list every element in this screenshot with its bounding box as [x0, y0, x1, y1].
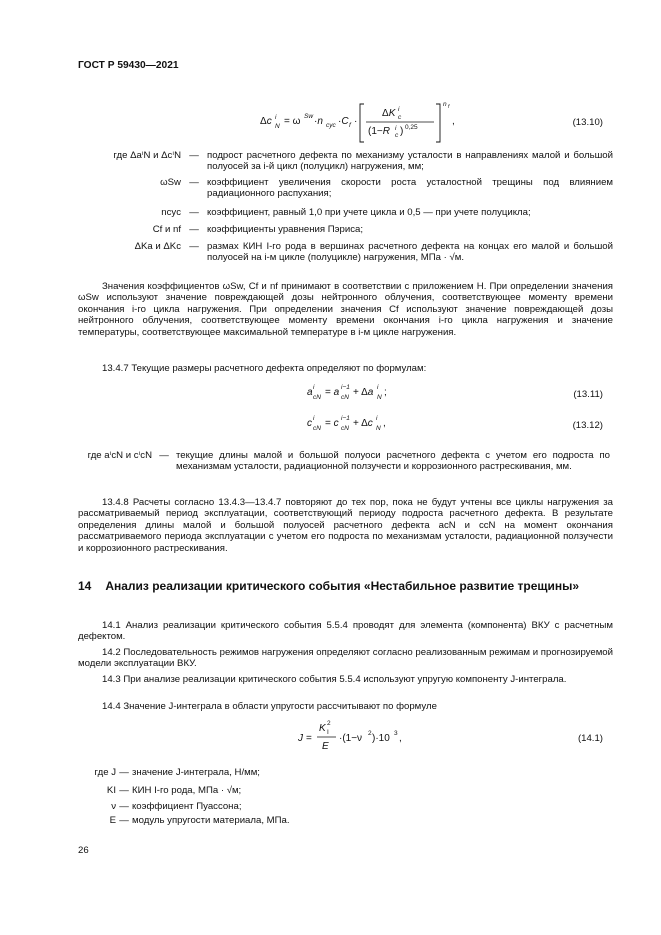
equation-13-12-number: (13.12): [572, 420, 603, 431]
svg-text:= c: = c: [325, 418, 339, 429]
svg-text:i: i: [395, 125, 397, 132]
svg-text:0,25: 0,25: [405, 124, 418, 131]
paragraph-14-1: 14.1 Анализ реализации критического события 5.5.4 проводят для элемента (компонента) ВКУ с расчетным дефектом.: [78, 620, 613, 643]
svg-text:ΔK: ΔK: [382, 108, 396, 119]
definition-term: KI: [106, 785, 116, 796]
paragraph-13-4-8: 13.4.8 Расчеты согласно 13.4.3—13.4.7 повторяют до тех пор, пока не будут учтены все циклы нагружения за рассматриваемый период эксплуатации, соответствующий периоду подроста расчетного дефекта. В результате определения длины малой и большой полуосей расчетного дефекта acN и ccN на момент окончания рассматриваемого периода эксплуатации с учетом его подроста по механизмам усталости, радиационной ползучести и коррозионного растрескивания.: [78, 497, 613, 554]
section-14-heading: [78, 579, 618, 594]
definition-term: где J: [94, 767, 116, 778]
definition-term: ωSw: [160, 177, 181, 188]
definition-term: E: [109, 815, 116, 826]
svg-text:N: N: [275, 123, 280, 130]
section-title: Анализ реализации критического события «Нестабильное развитие трещины»: [105, 579, 580, 593]
equation-13-10-number: (13.10): [572, 117, 603, 128]
equation-14-1-formula: [296, 716, 416, 758]
svg-text:;: ;: [384, 387, 387, 398]
svg-text:c: c: [395, 132, 399, 139]
svg-text:(1−R: (1−R: [368, 126, 390, 137]
definition-dash: —: [189, 207, 199, 218]
svg-text:= a: = a: [325, 387, 340, 398]
definition-text: подрост расчетного дефекта по механизму усталости в направлениях малой и большой полуосей за i-й цикл (полуцикл) нагружения, мм;: [207, 150, 613, 173]
equation-13-11-number: (13.11): [573, 389, 603, 400]
svg-text:i: i: [313, 384, 315, 391]
svg-text:cN: cN: [313, 425, 321, 432]
svg-text:)·10: )·10: [372, 733, 390, 744]
definition-dash: —: [119, 801, 129, 812]
svg-text:N: N: [376, 425, 381, 432]
definition-row: [78, 241, 618, 264]
svg-text:cyc: cyc: [326, 122, 336, 129]
svg-text:E: E: [322, 741, 329, 752]
paragraph-14-2: 14.2 Последовательность режимов нагружения определяют согласно реализованным режимам и прогнозируемой модели эксплуатации ВКУ.: [78, 647, 613, 670]
svg-text:Sw: Sw: [304, 113, 314, 120]
definition-term: ΔKa и ΔKc: [134, 241, 181, 252]
definition-dash: —: [119, 815, 129, 826]
definition-term: Cf и nf: [152, 224, 181, 235]
definition-row: [78, 450, 618, 473]
svg-text:cN: cN: [341, 394, 349, 401]
definition-row: [78, 815, 478, 826]
svg-text:i: i: [313, 415, 315, 422]
svg-text:K: K: [319, 723, 326, 734]
svg-text:=: =: [306, 733, 312, 744]
svg-text:·: ·: [354, 116, 358, 127]
definition-row: [78, 801, 478, 812]
svg-text:+ Δa: + Δa: [353, 387, 374, 398]
equation-13-12: [305, 411, 405, 435]
page-number: 26: [78, 845, 89, 856]
definition-text: коэффициент Пуассона;: [132, 801, 242, 812]
svg-text:i−1: i−1: [341, 415, 350, 422]
svg-text:n: n: [443, 101, 447, 108]
svg-text:·n: ·n: [314, 116, 323, 127]
equation-13-10: [258, 98, 458, 144]
definition-dash: —: [189, 177, 199, 188]
definition-dash: —: [159, 450, 169, 461]
definition-term: где ΔaⁱN и ΔcⁱN: [113, 150, 181, 161]
svg-text:J: J: [298, 733, 303, 744]
svg-text:·(1−ν: ·(1−ν: [339, 733, 363, 744]
svg-text:Δc: Δc: [260, 116, 272, 127]
svg-text:i: i: [398, 106, 400, 113]
svg-text:a: a: [307, 387, 313, 398]
svg-text:c: c: [398, 114, 402, 121]
definition-text: КИН I-го рода, МПа · √м;: [132, 785, 242, 796]
definition-text: коэффициент, равный 1,0 при учете цикла и 0,5 — при учете полуцикла;: [207, 207, 531, 218]
equation-14-1-number: (14.1): [577, 733, 603, 744]
definition-text: модуль упругости материала, МПа.: [132, 815, 290, 826]
definition-dash: —: [189, 150, 199, 161]
svg-text:cN: cN: [341, 425, 349, 432]
svg-text:i: i: [377, 384, 379, 391]
definition-row: [78, 224, 618, 235]
equation-13-11-formula: [305, 380, 405, 404]
definition-text: значение J-интеграла, Н/мм;: [132, 767, 260, 778]
svg-text:i: i: [275, 114, 277, 121]
definition-dash: —: [189, 224, 199, 235]
definition-dash: —: [119, 785, 129, 796]
svg-text:N: N: [377, 394, 382, 401]
definition-text: коэффициент увеличения скорости роста усталостной трещины под влиянием радиационного распухания;: [207, 177, 613, 200]
svg-text:f: f: [448, 104, 450, 110]
definition-row: [78, 207, 618, 218]
definition-dash: —: [189, 241, 199, 252]
definition-term: где aⁱcN и cⁱcN: [87, 450, 152, 461]
svg-text:·C: ·C: [338, 116, 349, 127]
definition-row: [78, 150, 618, 173]
document-header: ГОСТ Р 59430—2021: [78, 60, 179, 71]
svg-text:): ): [400, 126, 404, 137]
svg-text:2: 2: [368, 730, 372, 737]
definition-row: [78, 785, 478, 796]
svg-text:+ Δc: + Δc: [353, 418, 373, 429]
equation-13-11: [305, 380, 405, 404]
definition-term: ν: [111, 801, 116, 812]
svg-text:cN: cN: [313, 394, 321, 401]
definition-text: размах КИН I-го рода в вершинах расчетного дефекта на концах его малой и большой полуосей на i-м цикле (полуцикле) нагружения, МПа · √м.: [207, 241, 613, 264]
paragraph-13-4-7: 13.4.7 Текущие размеры расчетного дефекта определяют по формулам:: [102, 363, 427, 374]
definition-text: коэффициенты уравнения Пэриса;: [207, 224, 364, 235]
svg-text:2: 2: [327, 720, 331, 727]
equation-13-12-formula: [305, 411, 405, 435]
paragraph-14-3: 14.3 При анализе реализации критического события 5.5.4 используют упругую компоненту J-интеграла.: [102, 674, 567, 685]
svg-text:3: 3: [394, 730, 398, 737]
definition-row: [78, 767, 478, 778]
section-number: 14: [78, 579, 92, 593]
definition-text: текущие длины малой и большой полуоси расчетного дефекта с учетом его подроста по механизмам усталости, радиационной ползучести и коррозионного растрескивания, мм.: [176, 450, 610, 473]
svg-text:c: c: [307, 418, 312, 429]
svg-text:,: ,: [399, 733, 402, 744]
svg-text:f: f: [349, 122, 351, 129]
svg-text:= ω: = ω: [284, 116, 301, 127]
svg-text:,: ,: [383, 418, 386, 429]
svg-text:,: ,: [452, 116, 455, 127]
paragraph-14-4: 14.4 Значение J-интеграла в области упругости рассчитывают по формуле: [102, 701, 437, 712]
svg-text:I: I: [327, 729, 329, 736]
definition-term: ncyc: [161, 207, 181, 218]
definition-dash: —: [119, 767, 129, 778]
equation-13-10-formula: [258, 98, 458, 144]
definition-row: [78, 177, 618, 200]
paragraph-coefficient-values: Значения коэффициентов ωSw, Cf и nf принимают в соответствии с приложением Н. При определении значения ωSw используют значение повреждающей дозы нейтронного облучения, соответствующее моменту времени окончания i-го цикла нагружения. При определении значения Cf используют значение повреждающей дозы нейтронного облучения, соответствующее моменту времени окончания i-го цикла нагружения и значение температуры, соответствующее максимальной температуре в i-м цикле нагружения.: [78, 281, 613, 338]
svg-text:i: i: [376, 415, 378, 422]
equation-14-1: [296, 716, 416, 758]
svg-text:i−1: i−1: [341, 384, 350, 391]
